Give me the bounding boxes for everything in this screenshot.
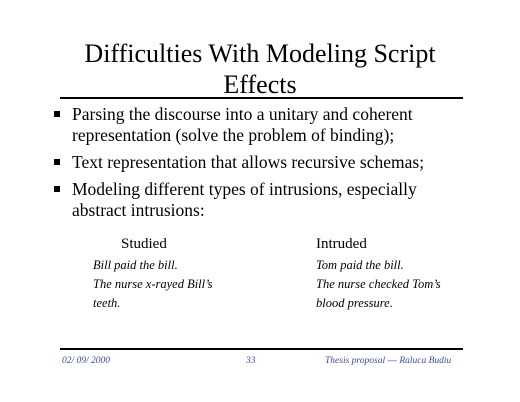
title-line-1: Difficulties With Modeling Script	[84, 39, 436, 68]
square-bullet-icon	[54, 111, 60, 117]
footer-author: Thesis proposal --- Raluca Budiu	[325, 356, 452, 366]
square-bullet-icon	[54, 186, 60, 192]
studied-line: The nurse x-rayed Bill’s	[93, 277, 213, 291]
studied-column	[93, 235, 273, 313]
bullet-item	[54, 179, 474, 221]
footer-page-number: 33	[246, 356, 256, 366]
intruded-line: Tom paid the bill.	[316, 258, 404, 272]
studied-line: Bill paid the bill.	[93, 258, 178, 272]
title-line-2: Effects	[223, 70, 297, 99]
intruded-column	[316, 235, 486, 313]
intruded-heading: Intruded	[316, 236, 367, 252]
bullet-text: Modeling different types of intrusions, especially abstract intrusions:	[72, 179, 417, 220]
studied-heading: Studied	[121, 236, 167, 252]
footer-divider	[60, 348, 463, 350]
intruded-line: blood pressure.	[316, 296, 393, 310]
slide-title	[60, 38, 460, 100]
intruded-line: The nurse checked Tom’s	[316, 277, 441, 291]
bullet-text: Parsing the discourse into a unitary and coherent representation (solve the problem of binding);	[72, 104, 413, 145]
bullet-item	[54, 152, 474, 173]
footer-date: 02/ 09/ 2000	[62, 356, 111, 366]
square-bullet-icon	[54, 159, 60, 165]
studied-line: teeth.	[93, 296, 121, 310]
title-divider	[60, 97, 463, 99]
bullet-item	[54, 104, 474, 146]
bullet-text: Text representation that allows recursive schemas;	[72, 152, 425, 172]
bullet-list	[54, 104, 474, 227]
